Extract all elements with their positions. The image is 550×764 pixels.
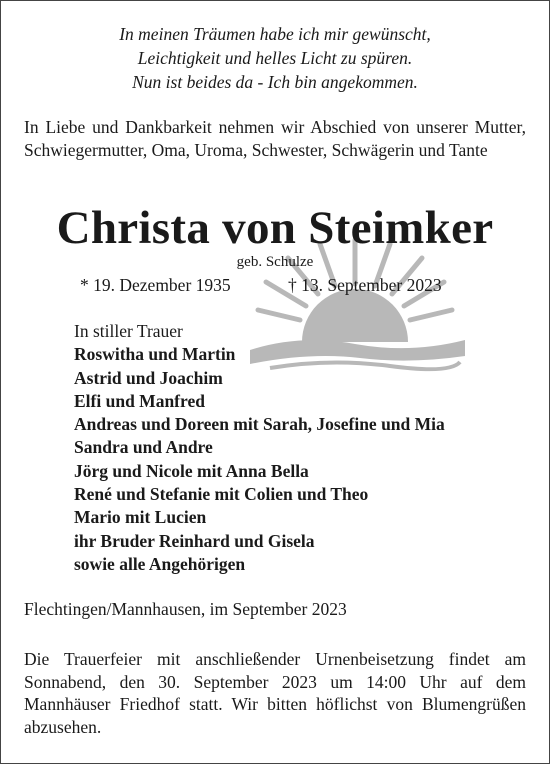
birth-name: geb. Schulze (236, 254, 314, 270)
mourners-lead: In stiller Trauer (74, 321, 183, 341)
mourner-name: Jörg und Nicole mit Anna Bella (74, 460, 309, 481)
place-date: Flechtingen/Mannhausen, im September 2023 (24, 599, 347, 619)
deceased-name: Christa von Steimker (56, 202, 494, 254)
mourner-name: ihr Bruder Reinhard und Gisela (74, 530, 315, 551)
birth-date: * 19. Dezember 1935 (80, 275, 231, 295)
intro-text: In Liebe und Dankbarkeit nehmen wir Abschied von unserer Mutter, Schwiegermutter, Oma, Uroma, Schwester, Schwägerin und Tante (24, 117, 526, 160)
mourner-name: Elfi und Manfred (74, 390, 205, 411)
mourner-name: Mario mit Lucien (74, 507, 207, 528)
mourners-list (74, 320, 445, 576)
poem-line-3: Nun ist beides da - Ich bin angekommen. (132, 72, 418, 92)
mourner-name: Sandra und Andre (74, 437, 213, 458)
poem-line-2: Leichtigkeit und helles Licht zu spüren. (137, 48, 413, 68)
poem-line-1: In meinen Träumen habe ich mir gewünscht, (119, 24, 431, 44)
mourner-name: Andreas und Doreen mit Sarah, Josefine und Mia (74, 414, 445, 435)
mourner-name: René und Stefanie mit Colien und Theo (74, 484, 369, 505)
death-date: † 13. September 2023 (288, 275, 442, 295)
mourner-name: Roswitha und Martin (74, 344, 236, 365)
mourner-name: Astrid und Joachim (74, 367, 223, 388)
service-info: Die Trauerfeier mit anschließender Urnenbeisetzung findet am Sonnabend, den 30. September 2023 um 14:00 Uhr auf dem Mannhäuser Friedhof statt. Wir bitten höflichst von Blumengrüßen abzusehen. (24, 649, 526, 737)
mourner-name: sowie alle Angehörigen (74, 553, 246, 574)
